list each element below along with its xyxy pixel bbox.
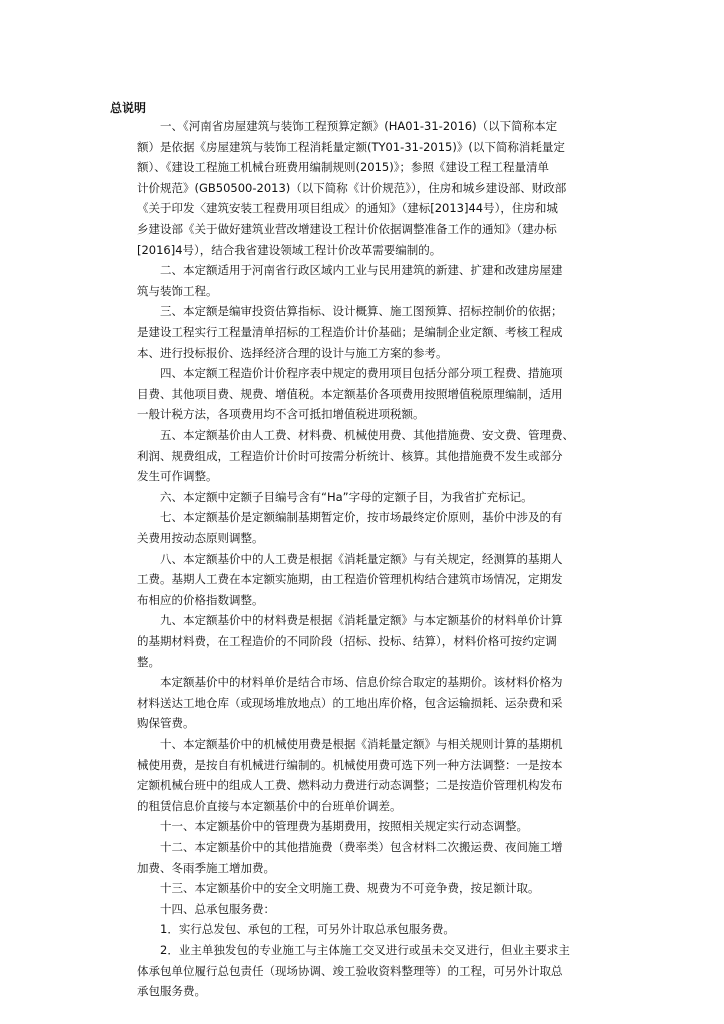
text-line: 发生可作调整。 bbox=[137, 469, 218, 484]
text-line: 十一、本定额基价中的管理费为基期费用，按照相关规定实行动态调整。 bbox=[160, 819, 528, 834]
text-line: 目费、其他项目费、规费、增值税。本定额基价各项费用按照增值税原理编制，适用 bbox=[137, 386, 563, 401]
text-line: 十四、总承包服务费： bbox=[160, 901, 275, 916]
text-line: 十、本定额基价中的机械使用费是根据《消耗量定额》与相关规则计算的基期机 bbox=[160, 737, 563, 751]
text-line: 七、本定额基价是定额编制基期暂定价，按市场最终定价原则，基价中涉及的有 bbox=[160, 510, 563, 525]
text-line: 承包服务费。 bbox=[137, 984, 206, 999]
text-line: 十二、本定额基价中的其他措施费（费率类）包含材料二次搬运费、夜间施工增 bbox=[160, 840, 563, 854]
text-line: 额）是依据《房屋建筑与装饰工程消耗量定额(TY01-31-2015)》(以下简称消耗量定 bbox=[137, 139, 565, 154]
text-line: 乡建设部《关于做好建筑业营改增建设工程计价依据调整准备工作的通知》（建办标 bbox=[137, 222, 557, 236]
text-line: 六、本定额中定额子目编号含有“Ha”字母的定额子目，为我省扩充标记。 bbox=[160, 489, 533, 504]
text-line: 的基期材料费，在工程造价的不同阶段（招标、投标、结算），材料价格可按约定调 bbox=[137, 634, 557, 648]
text-line: 一、《河南省房屋建筑与装饰工程预算定额》(HA01-31-2016)（以下简称本定 bbox=[160, 119, 558, 133]
text-line: 2．业主单独发包的专业施工与主体施工交叉进行或虽未交叉进行，但业主要求主 bbox=[160, 943, 570, 957]
text-line: 工费。基期人工费在本定额实施期，由工程造价管理机构结合建筑市场情况，定期发 bbox=[137, 572, 563, 587]
text-line: 三、本定额是编审投资估算指标、设计概算、施工图预算、招标控制价的依据； bbox=[160, 304, 563, 319]
text-line: 关费用按动态原则调整。 bbox=[137, 531, 264, 545]
text-line: 《关于印发〈建筑安装工程费用项目组成〉的通知》（建标[2013]44号），住房和城 bbox=[137, 201, 558, 216]
text-line: 材料送达工地仓库（或现场堆放地点）的工地出库价格，包含运输损耗、运杂费和采 bbox=[137, 695, 563, 710]
text-line: 加费、冬雨季施工增加费。 bbox=[137, 860, 275, 875]
text-line: 布相应的价格指数调整。 bbox=[137, 592, 264, 607]
text-line: 八、本定额基价中的人工费是根据《消耗量定额》与有关规定，经测算的基期人 bbox=[160, 551, 563, 566]
text-line: 额）、《建设工程施工机械台班费用编制规则(2015)》；参照《建设工程工程量清单 bbox=[137, 160, 549, 175]
text-line: 十三、本定额基价中的安全文明施工费、规费为不可竞争费，按足额计取。 bbox=[160, 881, 540, 896]
text-line: 械使用费，是按自有机械进行编制的。机械使用费可选下列一种方法调整：一是按本 bbox=[137, 757, 563, 772]
text-line: 四、本定额工程造价计价程序表中规定的费用项目包括分部分项工程费、措施项 bbox=[160, 366, 563, 381]
text-line: 本、进行投标报价、选择经济合理的设计与施工方案的参考。 bbox=[137, 345, 448, 360]
text-line: 二、本定额适用于河南省行政区域内工业与民用建筑的新建、扩建和改建房屋建 bbox=[160, 263, 563, 278]
text-line: 九、本定额基价中的材料费是根据《消耗量定额》与本定额基价的材料单价计算 bbox=[160, 613, 563, 628]
text-line: 筑与装饰工程。 bbox=[137, 283, 218, 298]
text-line: [2016]4号），结合我省建设领域工程计价改革需要编制的。 bbox=[137, 242, 442, 257]
document-title: 总说明 bbox=[110, 101, 147, 115]
text-line: 的租赁信息价直接与本定额基价中的台班单价调差。 bbox=[137, 798, 402, 813]
text-line: 是建设工程实行工程量清单招标的工程造价计价基础；是编制企业定额、考核工程成 bbox=[137, 325, 563, 339]
text-line: 体承包单位履行总包责任（现场协调、竣工验收资料整理等）的工程，可另外计取总 bbox=[137, 963, 563, 978]
text-line: 1．实行总发包、承包的工程，可另外计取总承包服务费。 bbox=[160, 922, 455, 937]
text-line: 整。 bbox=[137, 654, 160, 669]
text-line: 计价规范》(GB50500-2013)（以下简称《计价规范》），住房和城乡建设部、财政部 bbox=[137, 180, 567, 195]
text-line: 本定额基价中的材料单价是结合市场、信息价综合取定的基期价。该材料价格为 bbox=[160, 675, 563, 690]
text-line: 五、本定额基价由人工费、材料费、机械使用费、其他措施费、安文费、管理费、 bbox=[160, 428, 574, 442]
text-line: 购保管费。 bbox=[137, 716, 195, 731]
text-line: 定额机械台班中的组成人工费、燃料动力费进行动态调整；二是按造价管理机构发布 bbox=[137, 778, 563, 793]
text-line: 利润、规费组成，工程造价计价时可按需分析统计、核算。其他措施费不发生或部分 bbox=[137, 448, 563, 463]
text-line: 一般计税方法，各项费用均不含可抵扣增值税进项税额。 bbox=[137, 407, 425, 422]
